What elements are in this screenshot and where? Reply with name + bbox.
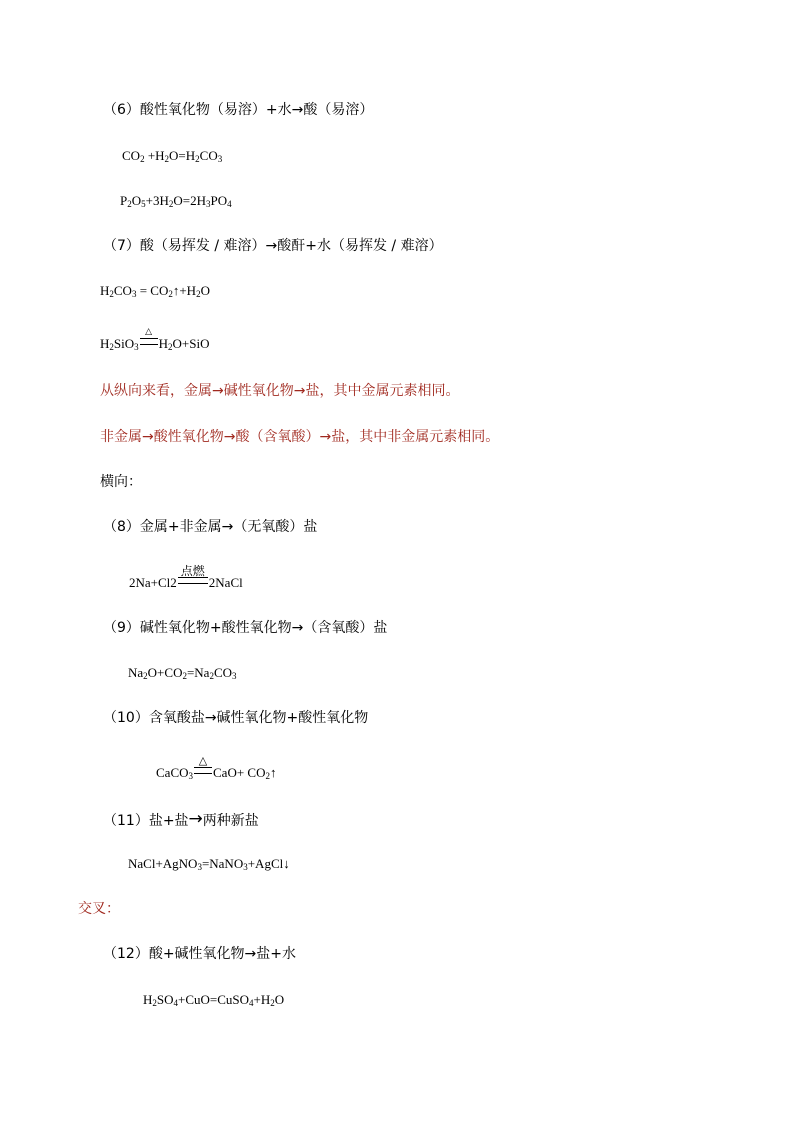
vertical-summary-metal: 从纵向来看，金属→碱性氧化物→盐，其中金属元素相同。	[100, 383, 460, 399]
cross-heading: 交叉：	[78, 901, 120, 917]
arrow-right-icon: →	[188, 809, 203, 829]
horizontal-heading: 横向：	[100, 474, 142, 490]
equation-nacl-agno3: NaCl+AgNO$_3$=NaNO$_3$+AgCl↓	[128, 856, 290, 872]
equation-h2so4-cuo: $H_2SO_4+CuO=CuSO_4+H_2O$	[143, 992, 285, 1008]
equation-h2co3-decompose: $H_2CO_3$ = $CO_2↑+H_2O$	[100, 283, 210, 299]
section-10-heading: （10）含氧酸盐→碱性氧化物+酸性氧化物	[103, 710, 369, 726]
section-9-heading: （9）碱性氧化物+酸性氧化物→（含氧酸）盐	[103, 620, 388, 636]
section-12-heading: （12）酸+碱性氧化物→盐+水	[103, 946, 297, 962]
equation-h2sio3-decompose: $H_2SiO_3$ △ $H_2O+SiO$	[100, 327, 210, 352]
equation-p2o5-h2o: $P_2O_5+3H_2O=2H_3PO_4$	[120, 193, 232, 209]
ignition-condition-equals: 点燃	[178, 577, 208, 587]
heat-condition-equals	[140, 327, 158, 348]
triangle-icon: △	[198, 754, 208, 767]
heat-condition-equals	[194, 754, 212, 777]
equation-caco3-decompose: CaCO$_3$ △ $CaO+ CO_2↑$	[156, 754, 277, 781]
section-8-heading: （8）金属+非金属→（无氧酸）盐	[103, 519, 318, 535]
section-11-heading: （11）盐+盐→两种新盐	[103, 809, 259, 829]
section-7-heading: （7）酸（易挥发 / 难溶）→酸酐+水（易挥发 / 难溶）	[103, 238, 443, 254]
triangle-icon: △	[145, 327, 153, 337]
equation-na-cl2: 2Na+Cl2 点燃 2NaCl	[129, 564, 243, 590]
equation-na2o-co2: $Na_2O+CO_2=Na_2CO_3$	[128, 665, 237, 681]
equation-co2-h2o: $CO_2 +H_2O=H_2CO_3$	[122, 148, 223, 164]
vertical-summary-nonmetal: 非金属→酸性氧化物→酸（含氧酸）→盐，其中非金属元素相同。	[100, 429, 500, 445]
section-6-heading: （6）酸性氧化物（易溶）+水→酸（易溶）	[103, 102, 374, 118]
